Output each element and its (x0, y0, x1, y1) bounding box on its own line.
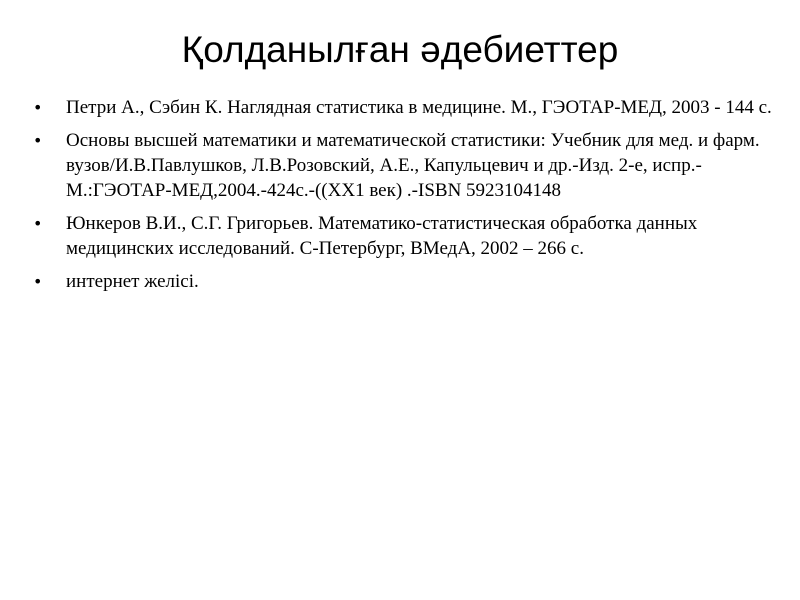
reference-item (33, 211, 773, 261)
bullet-icon: • (33, 131, 43, 150)
reference-item (33, 95, 773, 120)
bullet-icon: • (33, 214, 43, 233)
reference-text: Петри А., Сэбин К. Наглядная статистика в медицине. М., ГЭОТАР-МЕД, 2003 - 144 с. (66, 97, 772, 118)
reference-text: интернет желісі. (66, 271, 199, 292)
bullet-icon: • (33, 272, 43, 291)
bullet-icon: • (33, 98, 43, 117)
reference-text: Основы высшей математики и математической статистики: Учебник для мед. и фарм. вузов/И.В.Павлушков, Л.В.Розовский, А.Е., Капульцевич и др.-Изд. 2-е, испр.-М.:ГЭОТАР-МЕД,2004.-424с.-((XX1 век) .-ISBN 5923104148 (66, 130, 760, 201)
reference-item (33, 128, 773, 203)
reference-text: Юнкеров В.И., С.Г. Григорьев. Математико-статистическая обработка данных медицинских исследований. С-Петербург, ВМедА, 2002 – 266 с. (66, 213, 698, 259)
reference-item (33, 269, 773, 294)
references-list (33, 95, 773, 302)
slide-title: Қолданылған әдебиеттер (181, 29, 619, 70)
